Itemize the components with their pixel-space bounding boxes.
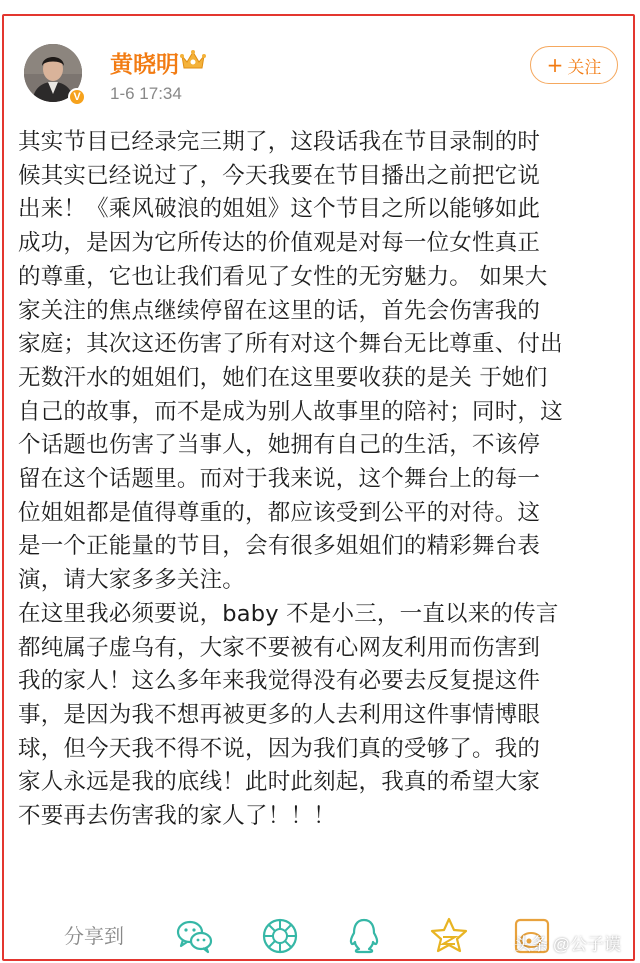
share-label: 分享到 (64, 924, 124, 948)
post-body (18, 126, 623, 834)
post-paragraph-1: 其实节目已经录完三期了，这段话我在节目录制的时 候其实已经说过了，今天我要在节目播出之前把它说 出来！《乘风破浪的姐姐》这个节目之所以能够如此 成功，是因为它所传达的价值观是对每一位女性真正 的尊重，它也让我们看见了女性的无穷魅力。 如果大 家关注的焦点继续停留在这里的话，首先会伤害我的 家庭；其次这还伤害了所有对这个舞台无比尊重、付出 无数汗水的姐姐们，她们在这里要收获的是关 于她们 自己的故事，而不是成为别人故事里的陪衬；同时，这 个话题也伤害了当事人，她拥有自己的生活，不该停 留在这个话题里。而对于我来说，这个舞台上的每一 位姐姐都是值得尊重的，都应该受到公平的对待。这 是一个正能量的节目，会有很多姐姐们的精彩舞台表 演，请大家多多关注。 (18, 129, 563, 594)
plus-icon: + (546, 53, 564, 77)
follow-button[interactable] (530, 46, 618, 84)
qzone-icon[interactable] (429, 916, 469, 956)
username[interactable]: 黄晓明 (110, 52, 179, 78)
moments-icon[interactable] (260, 916, 300, 956)
post-paragraph-2: 在这里我必须要说，baby 不是小三，一直以来的传言 都纯属子虚乌有，大家不要被有心网友利用而伤害到 我的家人！这么多年来我觉得没有必要去反复提这件 事，是因为我不想再被更多的人去利用这件事情博眼 球，但今天我不得不说，因为我们真的受够了。我的 家人永远是我的底线！此时此刻起，我真的希望大家 不要再去伤害我的家人了！！！ (18, 600, 559, 830)
verified-badge-icon: V (68, 88, 86, 106)
crown-icon (180, 48, 206, 72)
post-card (2, 14, 635, 961)
share-bar (4, 914, 635, 961)
post-header (18, 36, 622, 120)
post-timestamp: 1-6 17:34 (110, 84, 182, 103)
watermark: 头条 @公子谟 (514, 935, 621, 954)
follow-label: 关注 (567, 57, 602, 78)
wechat-icon[interactable] (174, 916, 214, 956)
qq-icon[interactable] (344, 916, 384, 956)
